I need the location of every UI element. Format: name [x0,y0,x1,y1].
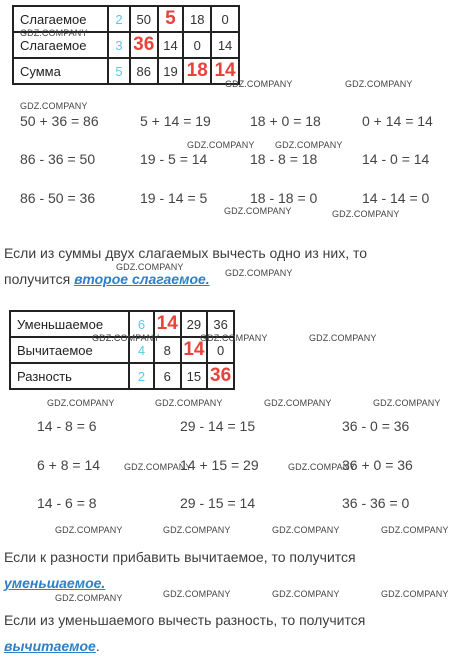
watermark: GDZ.COMPANY [288,462,356,472]
table-cell: 14 [181,337,208,363]
equation: 36 - 0 = 36 [342,418,410,434]
watermark: GDZ.COMPANY [225,268,293,278]
table-cell: 0 [207,337,234,363]
rule-text: Если из суммы двух слагаемых вычесть одно из них, то [4,245,368,261]
table-cell: 14 [211,58,239,84]
watermark: GDZ.COMPANY [224,206,292,216]
equation: 19 - 5 = 14 [140,151,208,167]
table-cell: 15 [181,363,208,389]
equation: 5 + 14 = 19 [140,113,211,129]
table-cell: 0 [183,32,211,58]
watermark: GDZ.COMPANY [345,79,413,89]
equation: 18 - 18 = 0 [250,190,318,206]
table-cell: 29 [181,311,208,337]
watermark: GDZ.COMPANY [20,101,88,111]
table-cell: 14 [158,32,184,58]
equation: 29 - 15 = 14 [180,495,256,511]
rule-suffix: . [95,638,100,654]
rule-text: Если из уменьшаемого вычесть разность, то получится [4,612,366,628]
watermark: GDZ.COMPANY [187,140,255,150]
table-cell: 2 [108,6,130,32]
row-label: Вычитаемое [10,337,129,363]
table-cell: 0 [211,6,239,32]
table-cell: 50 [130,6,158,32]
answer-highlight: вычитаемое [4,638,96,654]
table-cell: 86 [130,58,158,84]
rule-answer [4,638,100,654]
equation: 0 + 14 = 14 [362,113,433,129]
watermark: GDZ.COMPANY [92,333,160,343]
watermark: GDZ.COMPANY [381,589,449,599]
equation: 14 + 15 = 29 [180,457,259,473]
table-cell: 6 [154,363,181,389]
table-cell: 18 [183,6,211,32]
table-cell: 3 [108,32,130,58]
watermark: GDZ.COMPANY [275,140,343,150]
table-cell: 36 [207,311,234,337]
table-cell: 18 [183,58,211,84]
watermark: GDZ.COMPANY [272,525,340,535]
equation: 36 - 36 = 0 [342,495,410,511]
watermark: GDZ.COMPANY [163,525,231,535]
table-subtraction [9,310,235,390]
watermark: GDZ.COMPANY [20,28,88,38]
rule-text [4,271,210,287]
table-cell: 36 [130,32,158,58]
row-label: Слагаемое [13,32,108,58]
table-addition [12,5,240,85]
equation: 36 + 0 = 36 [342,457,413,473]
equation: 19 - 14 = 5 [140,190,208,206]
watermark: GDZ.COMPANY [264,398,332,408]
row-label: Слагаемое [13,6,108,32]
table-row [13,58,239,84]
equation: 50 + 36 = 86 [20,113,99,129]
table-cell: 14 [211,32,239,58]
table-cell: 14 [154,311,181,337]
equation: 86 - 36 = 50 [20,151,96,167]
watermark: GDZ.COMPANY [332,209,400,219]
row-label: Уменьшаемое [10,311,129,337]
table-row [10,363,234,389]
watermark: GDZ.COMPANY [47,398,115,408]
equation: 18 + 0 = 18 [250,113,321,129]
watermark: GDZ.COMPANY [373,398,441,408]
equation: 14 - 8 = 6 [37,418,97,434]
rule-answer [4,575,105,591]
equation: 14 - 0 = 14 [362,151,430,167]
row-label: Разность [10,363,129,389]
equation: 18 - 8 = 18 [250,151,318,167]
answer-highlight: второе слагаемое. [74,271,210,287]
table-cell: 5 [158,6,184,32]
watermark: GDZ.COMPANY [116,262,184,272]
row-label: Сумма [13,58,108,84]
table-cell: 19 [158,58,184,84]
table-cell: 4 [129,337,154,363]
equation: 6 + 8 = 14 [37,457,101,473]
equation: 14 - 14 = 0 [362,190,430,206]
table-cell: 36 [207,363,234,389]
table-cell: 6 [129,311,154,337]
watermark: GDZ.COMPANY [200,333,268,343]
answer-highlight: уменьшаемое. [4,575,106,591]
watermark: GDZ.COMPANY [225,79,293,89]
watermark: GDZ.COMPANY [55,525,123,535]
table-cell: 5 [108,58,130,84]
rule-text-prefix: получится [4,271,75,287]
watermark: GDZ.COMPANY [124,462,192,472]
equation: 29 - 14 = 15 [180,418,256,434]
rule-text: Если к разности прибавить вычитаемое, то получится [4,549,356,565]
watermark: GDZ.COMPANY [272,589,340,599]
equation: 86 - 50 = 36 [20,190,96,206]
table-cell: 2 [129,363,154,389]
watermark: GDZ.COMPANY [309,333,377,343]
watermark: GDZ.COMPANY [381,525,449,535]
table-cell: 8 [154,337,181,363]
equation: 14 - 6 = 8 [37,495,97,511]
watermark: GDZ.COMPANY [163,589,231,599]
watermark: GDZ.COMPANY [55,593,123,603]
watermark: GDZ.COMPANY [155,398,223,408]
